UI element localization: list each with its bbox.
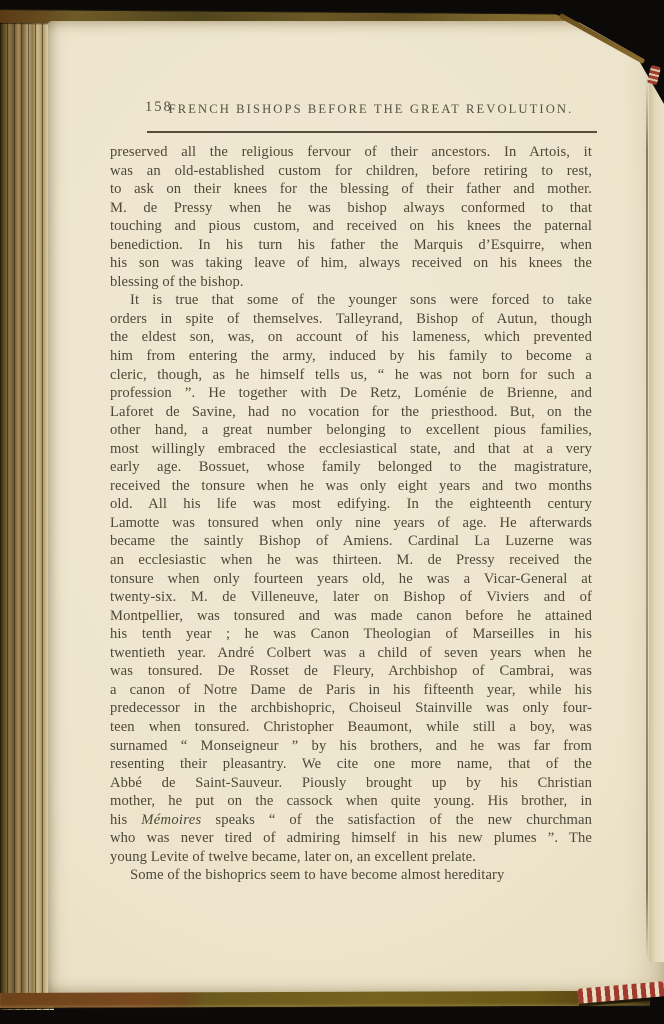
text-line: his tenth year ; he was Canon Theologian of Marseilles in his <box>110 626 592 643</box>
text-line: his son was taking leave of him, always received on his knees the <box>110 255 592 272</box>
text-line: orders in spite of themselves. Talleyrand, Bishop of Autun, though <box>110 310 592 327</box>
text-line: teen when tonsured. Christopher Beaumont, while still a boy, was <box>110 718 592 735</box>
text-line: Laforet de Savine, had no vocation for the priesthood. But, on the <box>110 403 592 420</box>
text-line: to ask on their knees for the blessing of their father and mother. <box>110 181 592 198</box>
text-line: Lamotte was tonsured when only nine years of age. He afterwards <box>110 514 592 531</box>
running-title: FRENCH BISHOPS BEFORE THE GREAT REVOLUTION. <box>168 102 574 116</box>
text-line: Abbé de Saint-Sauveur. Piously brought up by his Christian <box>110 774 592 791</box>
text-line: benediction. In his turn his father the Marquis d’Esquirre, when <box>110 236 592 253</box>
text-line: an ecclesiastic when he was thirteen. M. de Pressy received the <box>110 552 592 569</box>
text-line: who was never tired of admiring himself in his new plumes ”. The <box>110 830 592 847</box>
book-bottom-edge <box>0 991 650 1009</box>
text-line: twenty-six. M. de Villeneuve, later on Bishop of Viviers and of <box>110 589 592 606</box>
text-line: the eldest son, was, on account of his lameness, which prevented <box>110 329 592 346</box>
text-line: surnamed “ Monseigneur ” by his brothers, and he was far from <box>110 737 592 754</box>
text-line: mother, he put on the cassock when quite young. His brother, in <box>110 793 592 810</box>
text-line: blessing of the bishop. <box>110 273 244 290</box>
text-line: young Levite of twelve became, later on, an excellent prelate. <box>110 848 477 865</box>
text-line: other hand, a great number belonging to excellent pious families, <box>110 422 592 439</box>
text-line: him from entering the army, induced by his family to become a <box>110 348 592 365</box>
opposite-page-sliver <box>649 62 664 962</box>
text-line: his Mémoires speaks “ of the satisfaction of the new churchman <box>110 811 592 828</box>
text-line: old. All his life was most edifying. In the eighteenth century <box>110 496 592 513</box>
text-line: predecessor in the archbishopric, Choiseul Stainville was only four- <box>110 700 592 717</box>
page-edge-stack <box>0 14 54 1010</box>
header-rule <box>147 131 597 133</box>
text-line: a canon of Notre Dame de Paris in his fifteenth year, while his <box>110 681 592 698</box>
page-number: 158 <box>145 99 173 115</box>
text-line: most willingly embraced the ecclesiastical state, and that at a very <box>110 440 592 457</box>
text-line: received the tonsure when he was only eight years and two months <box>110 477 592 494</box>
text-line: touching and pious custom, and received on his knees the paternal <box>110 218 592 235</box>
text-line: It is true that some of the younger sons were forced to take <box>130 292 592 309</box>
text-line: twentieth year. André Colbert was a child of seven years when he <box>110 644 592 661</box>
text-line: cleric, though, as he himself tells us, “ he was not born for such a <box>110 366 592 383</box>
gutter-crease <box>646 80 648 960</box>
text-line: Montpellier, was tonsured and was made canon before he attained <box>110 607 592 624</box>
text-line: resenting their pleasantry. We cite one more name, that of the <box>110 756 592 773</box>
text-line: was an old-established custom for children, before retiring to rest, <box>110 162 592 179</box>
text-block <box>110 143 592 885</box>
text-line: tonsure when only fourteen years old, he was a Vicar-General at <box>110 570 592 587</box>
text-line: preserved all the religious fervour of their ancestors. In Artois, it <box>110 144 592 160</box>
text-line: M. de Pressy when he was bishop always conformed to that <box>110 199 592 216</box>
text-line: profession ”. He together with De Retz, Loménie de Brienne, and <box>110 385 592 402</box>
text-line: Some of the bishoprics seem to have become almost hereditary <box>130 867 505 884</box>
text-line: early age. Bossuet, whose family belonged to the magistrature, <box>110 459 592 476</box>
text-line: was tonsured. De Rosset de Fleury, Archbishop of Cambrai, was <box>110 663 592 680</box>
text-line: became the saintly Bishop of Amiens. Cardinal La Luzerne was <box>110 533 592 550</box>
